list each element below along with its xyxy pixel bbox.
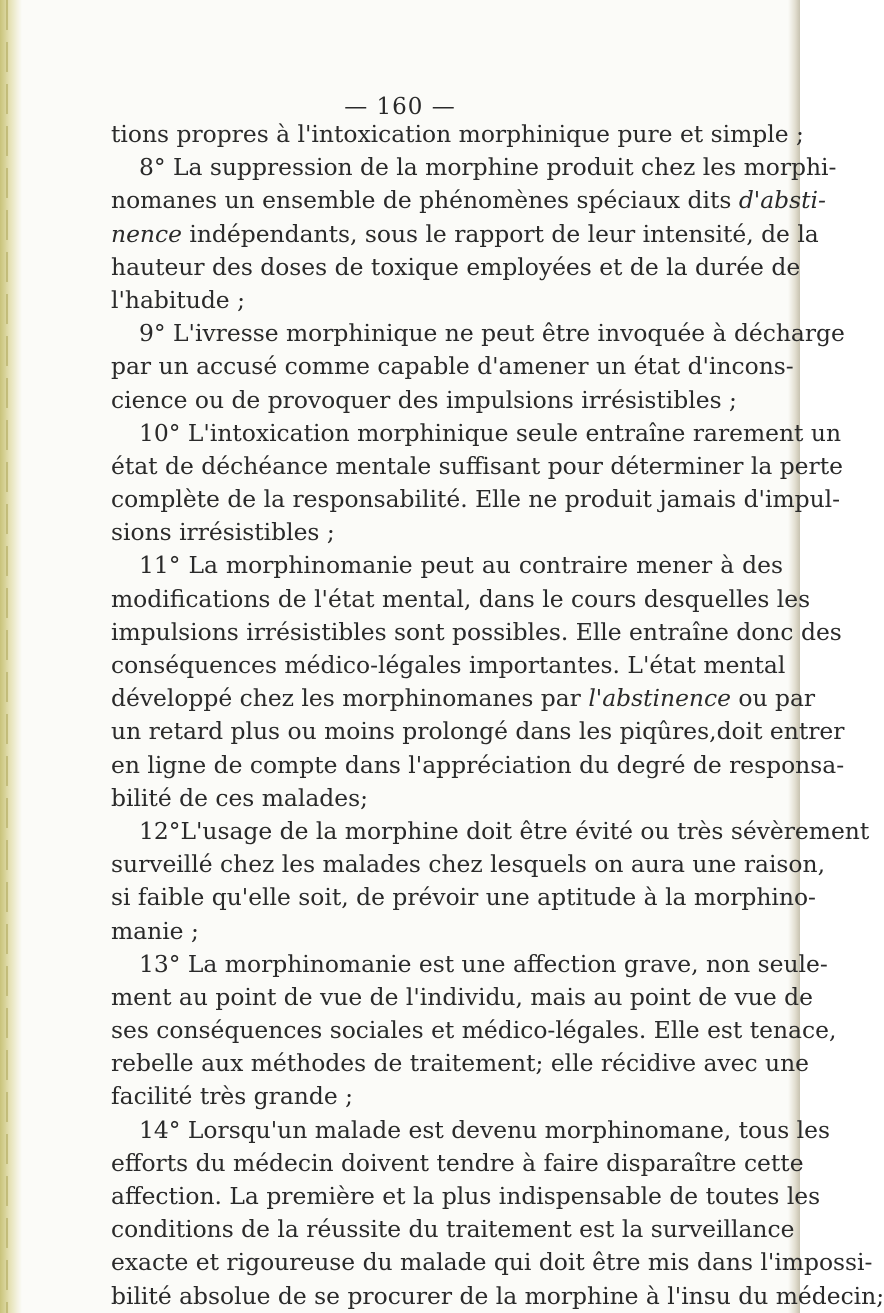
text-line: 11° La morphinomanie peut au contraire mener à des — [139, 551, 783, 580]
text-line: rebelle aux méthodes de traitement; elle récidive avec une — [111, 1049, 809, 1078]
text-line: surveillé chez les malades chez lesquels on aura une raison, — [111, 850, 826, 879]
text-line: conséquences médico-légales importantes. L'état mental — [111, 651, 786, 679]
text-line: 13° La morphinomanie est une affection grave, non seule- — [139, 949, 828, 978]
text-line: ses conséquences sociales et médico-légales. Elle est tenace, — [111, 1016, 837, 1045]
text-line: conditions de la réussite du traitement est la surveillance — [111, 1215, 795, 1244]
text-line: l'habitude ; — [111, 285, 245, 314]
text-line: manie ; — [111, 916, 199, 945]
text-line: 9° L'ivresse morphinique ne peut être invoquée à décharge — [139, 319, 845, 348]
text-line: 8° La suppression de la morphine produit chez les morphi- — [139, 153, 837, 182]
text-line: hauteur des doses de toxique employées et de la durée de — [111, 252, 801, 281]
text-line: en ligne de compte dans l'appréciation du degré de responsa- — [111, 750, 845, 779]
text-line: impulsions irrésistibles sont possibles. Elle entraîne donc des — [111, 617, 842, 646]
text-line: affection. La première et la plus indispensable de toutes les — [111, 1182, 821, 1210]
text-line: efforts du médecin doivent tendre à faire disparaître cette — [111, 1148, 804, 1177]
text-line: modifications de l'état mental, dans le cours desquelles les — [111, 584, 811, 613]
page-number: — 160 — — [344, 94, 456, 120]
text-line: état de déchéance mentale suffisant pour déterminer la perte — [111, 451, 843, 480]
text-line: facilité très grande ; — [111, 1082, 353, 1111]
text-line: si faible qu'elle soit, de prévoir une aptitude à la morphino- — [111, 883, 816, 912]
body-text — [111, 118, 884, 1313]
text-line: nomanes un ensemble de phénomènes spéciaux dits d'absti- — [111, 186, 826, 215]
text-line: 10° L'intoxication morphinique seule entraîne rarement un — [139, 418, 842, 447]
text-line: 12°L'usage de la morphine doit être évité ou très sévèrement — [139, 816, 870, 845]
text-line: complète de la responsabilité. Elle ne produit jamais d'impul- — [111, 485, 841, 514]
binding-edge — [0, 0, 22, 1313]
italic-term: nence — [111, 219, 182, 248]
text-line: ment au point de vue de l'individu, mais au point de vue de — [111, 982, 813, 1011]
text-line: bilité absolue de se procurer de la morphine à l'insu du médecin; — [111, 1281, 884, 1310]
text-line: bilité de ces malades; — [111, 783, 368, 812]
italic-term: l'abstinence — [588, 684, 731, 713]
text-line: par un accusé comme capable d'amener un état d'incons- — [111, 352, 794, 381]
text-line: développé chez les morphinomanes par l'abstinence ou par — [111, 684, 816, 713]
text-line: cience ou de provoquer des impulsions irrésistibles ; — [111, 385, 737, 414]
italic-term: d'absti- — [738, 186, 826, 215]
text-line: nence indépendants, sous le rapport de leur intensité, de la — [111, 219, 819, 248]
text-line: tions propres à l'intoxication morphinique pure et simple ; — [111, 120, 804, 148]
text-line: exacte et rigoureuse du malade qui doit être mis dans l'impossi- — [111, 1248, 873, 1277]
text-line: 14° Lorsqu'un malade est devenu morphinomane, tous les — [139, 1115, 830, 1144]
text-line: un retard plus ou moins prolongé dans les piqûres,doit entrer — [111, 717, 845, 746]
text-line: sions irrésistibles ; — [111, 518, 335, 547]
